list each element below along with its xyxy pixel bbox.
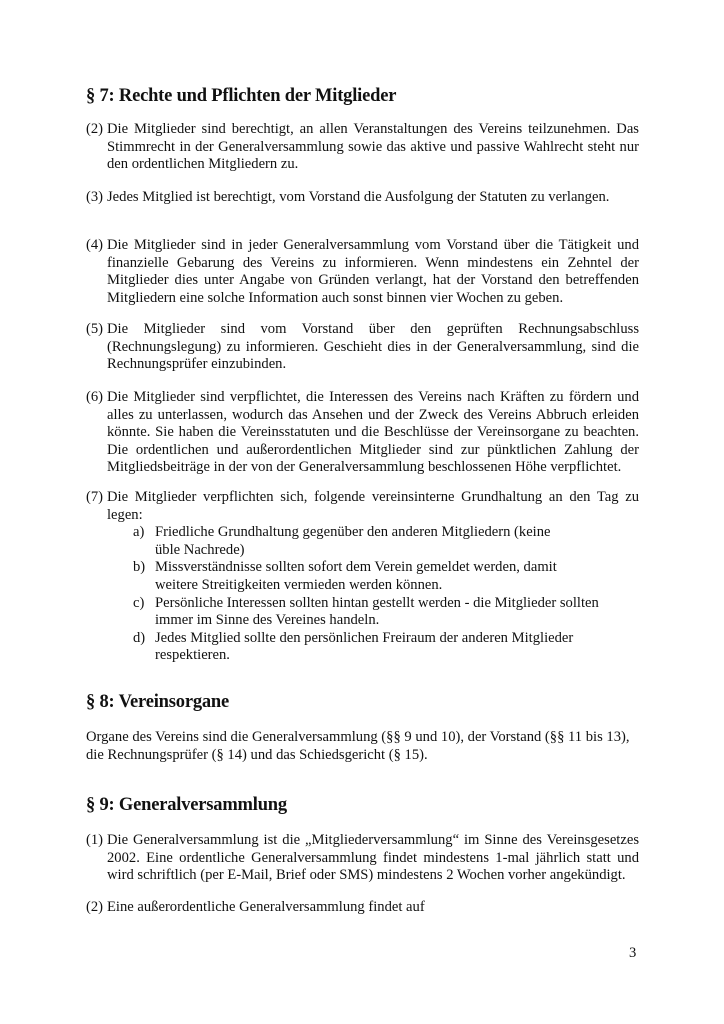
paragraph-number: (6) [86,389,104,405]
paragraph-text: Die Mitglieder verpflichten sich, folgende vereinsinterne Grundhaltung an den Tag zu legen: [107,489,639,523]
paragraph-number: (4) [86,237,104,253]
list-item-c [133,595,639,630]
paragraph-text: Die Mitglieder sind in jeder Generalversammlung vom Vorstand über die Tätigkeit und finanzielle Gebarung des Vereins zu informieren. Wenn mindestens ein Zehntel der Mitglieder dies unter Angabe von Gründen verlangt, hat der Vorstand den betreffenden Mitgliedern eine solche Information auch sonst binnen vier Wochen zu geben. [107,237,639,306]
list-label: d) [133,629,146,646]
page-number: 3 [629,945,637,961]
paragraph-text: Die Mitglieder sind vom Vorstand über den geprüften Rechnungsabschluss (Rechnungslegung) zu informieren. Geschieht dies in der Generalversammlung, sind die Rechnungsprüfer einzubinden. [107,321,639,373]
paragraph-number: (1) [86,832,104,848]
list-label: b) [133,559,146,576]
paragraph-text: Die Generalversammlung ist die „Mitgliederversammlung“ im Sinne des Vereinsgesetzes 2002. Eine ordentliche Generalversammlung findet mindestens 1-mal jährlich statt und wird schriftlich (per E-Mail, Brief oder SMS) mindestens 2 Wochen vorher angekündigt. [107,832,639,884]
paragraph-number: (2) [86,121,104,137]
paragraph-text: Die Mitglieder sind berechtigt, an allen Veranstaltungen des Vereins teilzunehmen. Das Stimmrecht in der Generalversammlung sowie das aktive und passive Wahlrecht steht nur den ordentlichen Mitgliedern zu. [107,121,639,173]
paragraph-text: Jedes Mitglied ist berechtigt, vom Vorstand die Ausfolgung der Statuten zu verlangen. [107,189,610,205]
list-text: Friedliche Grundhaltung gegenüber den anderen Mitgliedern (keine üble Nachrede) [155,524,551,558]
section-heading-7: § 7: Rechte und Pflichten der Mitglieder [86,86,397,106]
paragraph-9-2 [86,899,639,917]
section-heading-8: § 8: Vereinsorgane [86,692,230,712]
paragraph-text: Die Mitglieder sind verpflichtet, die Interessen des Vereins nach Kräften zu fördern und alles zu unterlassen, wodurch das Ansehen und der Zweck des Vereins Abbruch erleiden könnte. Sie haben die Vereinsstatuten und die Beschlüsse der Vereinsorgane zu beachten. Die ordentlichen und außerordentlichen Mitglieder sind zur pünktlichen Zahlung der Mitgliedsbeiträge in der von der Generalversammlung beschlossenen Höhe verpflichtet. [107,389,639,476]
paragraph-number: (5) [86,321,104,337]
list-item-b [133,559,639,594]
paragraph-number: (3) [86,189,104,205]
paragraph-number: (7) [86,489,104,505]
list-text: Persönliche Interessen sollten hintan gestellt werden - die Mitglieder sollten immer im Sinne des Vereines handeln. [155,594,599,629]
paragraph-text: Eine außerordentliche Generalversammlung findet auf [107,899,425,915]
paragraph-7-4 [86,237,639,307]
paragraph-7-3 [86,189,639,207]
paragraph-9-1 [86,832,639,885]
list-item-d [133,630,639,665]
paragraph-7-7 [86,489,639,665]
list-item-a [133,524,639,559]
list-text: Jedes Mitglied sollte den persönlichen Freiraum der anderen Mitglieder respektieren. [155,629,574,664]
paragraph-7-5 [86,321,639,374]
list-text: Missverständnisse sollten sofort dem Verein gemeldet werden, damit weitere Streitigkeiten vermieden werden können. [155,559,557,593]
paragraph-number: (2) [86,899,104,915]
list-label: a) [133,524,145,541]
section-heading-9: § 9: Generalversammlung [86,795,287,815]
paragraph-7-2 [86,121,639,174]
paragraph-7-6 [86,389,639,477]
section-8-text: Organe des Vereins sind die Generalversammlung (§§ 9 und 10), der Vorstand (§§ 11 bis 13), die Rechnungsprüfer (§ 14) und das Schiedsgericht (§ 15). [86,729,630,763]
list-label: c) [133,594,145,611]
